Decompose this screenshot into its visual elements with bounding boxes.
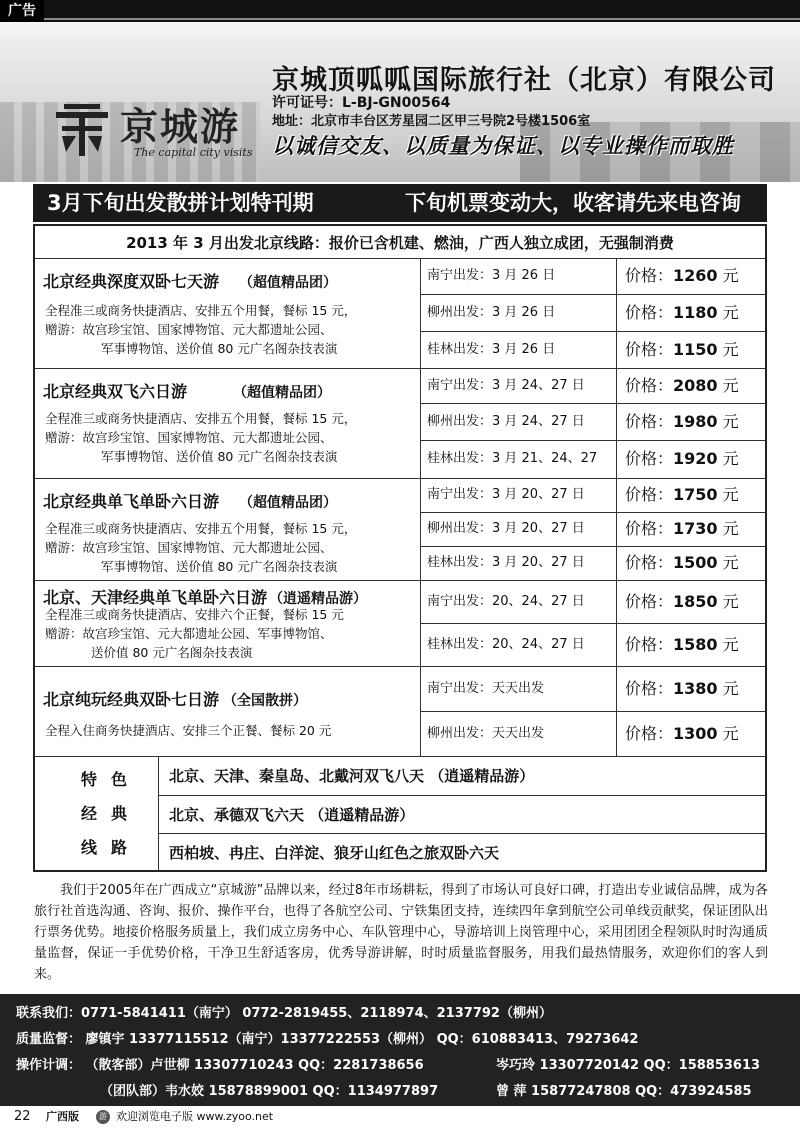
team-line: （团队部）韦水姣 15878899001 QQ：1134977897 xyxy=(100,1084,439,1099)
tour-name xyxy=(43,379,331,402)
departure-cell: 南宁出发：3 月 24、27 日 xyxy=(420,368,616,403)
featured-label-line: 经典 xyxy=(81,804,142,823)
price-cell xyxy=(616,623,765,666)
contact-line: 联系我们：0771-5841411（南宁） 0772-2819455、2118974、2137792（柳州） xyxy=(16,1006,552,1021)
tour-tag: （逍遥精品游） xyxy=(269,591,368,607)
price-unit: 元 xyxy=(722,679,739,698)
price-unit: 元 xyxy=(722,449,739,468)
company-slogan: 以诚信交友、以质量为保证、以专业操作而取胜 xyxy=(272,134,734,158)
price-value: 1180 xyxy=(673,303,718,322)
price-label: 价格： xyxy=(625,635,674,654)
tour-description xyxy=(45,301,356,358)
company-address: 地址：北京市丰台区芳星园二区甲三号院2号楼1506室 xyxy=(272,114,591,129)
tour-description xyxy=(45,409,356,466)
price-cell xyxy=(616,294,765,331)
price-cell xyxy=(616,666,765,711)
tour-title: 北京经典双飞六日游 xyxy=(43,382,188,401)
price-value: 1750 xyxy=(673,485,718,504)
price-cell xyxy=(616,512,765,546)
company-intro: 我们于2005年在广西成立“京城游”品牌以来，经过8年市场耕耘，得到了市场认可良好口碑，打造出专业诚信品牌，成为各旅行社首选沟通、咨询、报价、操作平台，也得了各航空公司、宁铁集团支持，连续四年拿到航空公司单线贡献奖，保证团队出行票务优势。地接价格服务质量上，我们成立房务中心、车队管理中心，导游培训上岗管理中心，采用团团全程领队时时沟通质量监督，保证一手优势价格，干净卫生舒适客房，优秀导游讲解，时时质量监督服务，用我们最热情服务，欢迎你们的客人到来。 xyxy=(34,883,768,982)
price-cell xyxy=(616,440,765,478)
desc-line: 全程准三或商务快捷酒店、安排五个用餐，餐标 15 元， xyxy=(45,303,357,318)
top-bar xyxy=(0,0,800,22)
price-value: 1260 xyxy=(673,266,718,285)
operator-line: 岑巧玲 13307720142 QQ：158853613 xyxy=(496,1058,761,1073)
price-label: 价格： xyxy=(625,519,674,538)
tour-tag: （超值精品团） xyxy=(239,495,338,511)
price-value: 1920 xyxy=(673,449,718,468)
tour-title: 北京、天津经典单飞单卧六日游 xyxy=(43,588,268,607)
departure-cell: 柳州出发：3 月 24、27 日 xyxy=(420,403,616,440)
desc-line: 全程入住商务快捷酒店、安排三个正餐、餐标 20 元 xyxy=(45,723,332,738)
edition-badge-icon: 游 xyxy=(96,1110,110,1124)
price-cell xyxy=(616,580,765,623)
desc-line: 送价值 80 元广名阁杂技表演 xyxy=(91,645,253,660)
tour-name xyxy=(43,269,337,292)
departure-cell: 桂林出发：20、24、27 日 xyxy=(420,623,616,666)
departure-cell: 南宁出发：3 月 26 日 xyxy=(420,258,616,294)
page-footer xyxy=(0,1106,800,1128)
license-number: 许可证号：L-BJ-GN00564 xyxy=(272,95,451,111)
featured-route: 北京、承德双飞六天 （逍遥精品游） xyxy=(159,795,765,833)
tour-title: 北京经典单飞单卧六日游 xyxy=(43,492,220,511)
tour-tag: （全国散拼） xyxy=(223,693,308,709)
tour-tag: （超值精品团） xyxy=(233,385,332,401)
header xyxy=(0,22,800,182)
departure-cell: 南宁出发：3 月 20、27 日 xyxy=(420,478,616,512)
price-unit: 元 xyxy=(722,635,739,654)
price-unit: 元 xyxy=(722,553,739,572)
featured-route: 北京、天津、秦皇岛、北戴河双飞八天 （逍遥精品游） xyxy=(169,767,535,785)
price-label: 价格： xyxy=(625,376,674,395)
price-cell xyxy=(616,331,765,368)
departure-cell: 桂林出发：3 月 26 日 xyxy=(420,331,616,368)
price-unit: 元 xyxy=(722,485,739,504)
price-label: 价格： xyxy=(625,266,674,285)
featured-label xyxy=(35,757,159,871)
departure-cell: 柳州出发：3 月 26 日 xyxy=(420,294,616,331)
website-link[interactable]: 欢迎浏览电子版 www.zyoo.net xyxy=(116,1110,274,1123)
desc-line: 赠游：故宫珍宝馆、元大都遗址公园、军事博物馆、 xyxy=(45,626,333,641)
price-unit: 元 xyxy=(722,519,739,538)
tour-name xyxy=(43,687,307,710)
desc-line: 军事博物馆、送价值 80 元广名阁杂技表演 xyxy=(101,559,338,574)
desc-line: 全程准三或商务快捷酒店、安排五个用餐，餐标 15 元， xyxy=(45,411,357,426)
tour-title: 北京纯玩经典双卧七日游 xyxy=(43,690,220,709)
price-value: 1150 xyxy=(673,340,718,359)
price-cell xyxy=(616,546,765,580)
desc-line: 全程准三或商务快捷酒店、安排五个用餐，餐标 15 元， xyxy=(45,521,357,536)
featured-label-line: 线路 xyxy=(81,838,142,857)
tour-tag: （超值精品团） xyxy=(239,275,338,291)
price-value: 1300 xyxy=(673,724,718,743)
price-unit: 元 xyxy=(722,724,739,743)
price-unit: 元 xyxy=(722,303,739,322)
operator-line: 操作计调： （散客部）卢世柳 13307710243 QQ：2281738656 xyxy=(16,1058,424,1073)
price-unit: 元 xyxy=(722,340,739,359)
price-label: 价格： xyxy=(625,592,674,611)
price-value: 1500 xyxy=(673,553,718,572)
price-label: 价格： xyxy=(625,303,674,322)
special-issue-banner xyxy=(33,184,767,222)
tour-block xyxy=(35,666,420,756)
departure-cell: 柳州出发：3 月 20、27 日 xyxy=(420,512,616,546)
price-unit: 元 xyxy=(722,266,739,285)
price-unit: 元 xyxy=(722,592,739,611)
desc-line: 军事博物馆、送价值 80 元广名阁杂技表演 xyxy=(101,449,338,464)
departure-cell: 桂林出发：3 月 21、24、27 xyxy=(420,440,616,478)
featured-label-line: 特色 xyxy=(81,770,142,789)
price-value: 2080 xyxy=(673,376,718,395)
quality-line: 质量监督： 廖镇宇 13377115512（南宁）13377222553（柳州） QQ：610883413、79273642 xyxy=(16,1032,639,1047)
price-cell xyxy=(616,258,765,294)
price-label: 价格： xyxy=(625,553,674,572)
departure-cell: 南宁出发：天天出发 xyxy=(420,666,616,711)
page-number: 22 xyxy=(14,1109,31,1124)
price-cell xyxy=(616,368,765,403)
price-value: 1980 xyxy=(673,412,718,431)
price-cell xyxy=(616,711,765,756)
table-subheading: 2013 年 3 月出发北京线路：报价已含机建、燃油，广西人独立成团，无强制消费 xyxy=(126,234,674,252)
price-label: 价格： xyxy=(625,485,674,504)
company-name: 京城顶呱呱国际旅行社（北京）有限公司 xyxy=(272,65,776,96)
desc-line: 全程准三或商务快捷酒店、安排六个正餐，餐标 15 元 xyxy=(45,607,344,622)
price-value: 1730 xyxy=(673,519,718,538)
price-unit: 元 xyxy=(722,412,739,431)
tour-block xyxy=(35,478,420,580)
logo-emblem-icon xyxy=(52,102,112,158)
desc-line: 赠游：故宫珍宝馆、国家博物馆、元大都遗址公园、 xyxy=(45,322,333,337)
price-value: 1580 xyxy=(673,635,718,654)
desc-line: 赠游：故宫珍宝馆、国家博物馆、元大都遗址公园、 xyxy=(45,430,333,445)
desc-line: 军事博物馆、送价值 80 元广名阁杂技表演 xyxy=(101,341,338,356)
price-cell xyxy=(616,403,765,440)
featured-route: 西柏坡、冉庄、白洋淀、狼牙山红色之旅双卧六天 xyxy=(159,833,765,871)
contact-panel xyxy=(0,994,800,1106)
tour-block xyxy=(35,258,420,368)
route-table xyxy=(33,224,767,872)
price-label: 价格： xyxy=(625,340,674,359)
tour-title: 北京经典深度双卧七天游 xyxy=(43,272,220,291)
price-value: 1380 xyxy=(673,679,718,698)
banner-title: 3月下旬出发散拼计划特刊期 xyxy=(47,191,314,215)
tour-description xyxy=(45,519,356,576)
price-label: 价格： xyxy=(625,412,674,431)
tour-block xyxy=(35,580,420,666)
tour-name xyxy=(43,489,337,512)
departure-cell: 南宁出发：20、24、27 日 xyxy=(420,580,616,623)
edition-label: 广西版 xyxy=(46,1110,79,1123)
departure-cell: 桂林出发：3 月 20、27 日 xyxy=(420,546,616,580)
price-value: 1850 xyxy=(673,592,718,611)
tour-block xyxy=(35,368,420,478)
banner-notice: 下旬机票变动大，收客请先来电咨询 xyxy=(405,191,741,215)
tour-description xyxy=(45,721,331,740)
departure-cell: 柳州出发：天天出发 xyxy=(420,711,616,756)
desc-line: 赠游：故宫珍宝馆、国家博物馆、元大都遗址公园、 xyxy=(45,540,333,555)
featured-routes xyxy=(35,756,765,870)
tour-description xyxy=(45,605,344,662)
price-cell xyxy=(616,478,765,512)
logo-text: 京城游 xyxy=(120,104,241,149)
team-line: 曾 萍 15877247808 QQ：473924585 xyxy=(496,1084,752,1099)
price-unit: 元 xyxy=(722,376,739,395)
price-label: 价格： xyxy=(625,724,674,743)
ad-tag: 广告 xyxy=(0,0,44,22)
price-label: 价格： xyxy=(625,679,674,698)
logo-subtitle: The capital city visits xyxy=(134,146,253,159)
top-rule xyxy=(44,18,800,20)
price-label: 价格： xyxy=(625,449,674,468)
